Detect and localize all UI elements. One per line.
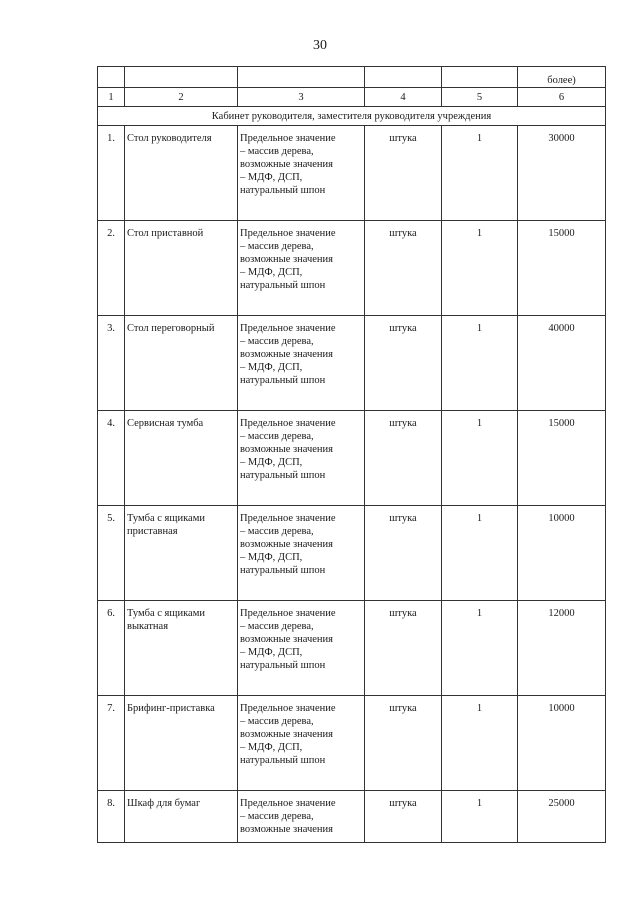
item-price: 15000 [518,221,606,316]
item-quantity: 1 [442,791,518,843]
table-row [98,696,606,791]
characteristic-line: возможные значения [240,634,333,645]
column-numbers-row [98,88,606,107]
characteristic-line: Предельное значение [240,418,336,429]
item-quantity: 1 [442,601,518,696]
characteristic-line: Предельное значение [240,703,336,714]
column-number: 2 [125,88,238,107]
item-quantity: 1 [442,506,518,601]
characteristic-line: – массив дерева, [240,431,314,442]
item-name: Шкаф для бумаг [125,791,238,843]
characteristic-line: натуральный шпон [240,280,326,291]
item-index: 2. [98,221,125,316]
characteristic-line: – МДФ, ДСП, [240,552,303,563]
item-price: 10000 [518,506,606,601]
characteristic-line: – массив дерева, [240,146,314,157]
table-row [98,316,606,411]
page-number: 30 [313,38,327,53]
item-name: Брифинг-приставка [125,696,238,791]
characteristic-line: – МДФ, ДСП, [240,457,303,468]
table-row [98,506,606,601]
item-index: 7. [98,696,125,791]
header-tail-cell: более) [518,67,606,88]
characteristic-line: натуральный шпон [240,185,326,196]
item-quantity: 1 [442,411,518,506]
characteristic-line: Предельное значение [240,608,336,619]
item-unit: штука [365,506,442,601]
characteristic-line: натуральный шпон [240,565,326,576]
characteristic-line: возможные значения [240,254,333,265]
table-row [98,221,606,316]
item-characteristic [238,316,365,411]
item-unit: штука [365,696,442,791]
item-characteristic [238,601,365,696]
characteristic-line: Предельное значение [240,798,336,809]
item-price: 12000 [518,601,606,696]
characteristic-line: – МДФ, ДСП, [240,172,303,183]
item-unit: штука [365,411,442,506]
item-price: 30000 [518,126,606,221]
item-name: Сервисная тумба [125,411,238,506]
item-index: 4. [98,411,125,506]
item-index: 3. [98,316,125,411]
item-index: 1. [98,126,125,221]
item-unit: штука [365,126,442,221]
column-number: 5 [442,88,518,107]
item-index: 6. [98,601,125,696]
table-row [98,126,606,221]
item-name: Стол руководителя [125,126,238,221]
characteristic-line: – массив дерева, [240,241,314,252]
item-unit: штука [365,316,442,411]
header-continuation-row [98,67,606,88]
item-characteristic [238,791,365,843]
item-price: 15000 [518,411,606,506]
characteristic-line: возможные значения [240,444,333,455]
characteristic-line: Предельное значение [240,133,336,144]
column-number: 4 [365,88,442,107]
characteristic-line: натуральный шпон [240,375,326,386]
item-price: 10000 [518,696,606,791]
characteristic-line: натуральный шпон [240,470,326,481]
item-unit: штука [365,221,442,316]
characteristic-line: возможные значения [240,824,333,835]
characteristic-line: Предельное значение [240,513,336,524]
characteristic-line: – массив дерева, [240,621,314,632]
item-quantity: 1 [442,221,518,316]
characteristic-line: возможные значения [240,729,333,740]
item-characteristic [238,126,365,221]
column-number: 6 [518,88,606,107]
item-quantity: 1 [442,696,518,791]
item-index: 8. [98,791,125,843]
item-unit: штука [365,791,442,843]
table-row [98,601,606,696]
characteristic-line: возможные значения [240,539,333,550]
characteristic-line: – МДФ, ДСП, [240,647,303,658]
item-name: Тумба с ящиками приставная [125,506,238,601]
item-name: Тумба с ящиками выкатная [125,601,238,696]
item-quantity: 1 [442,316,518,411]
item-name: Стол приставной [125,221,238,316]
section-row [98,107,606,126]
item-name: Стол переговорный [125,316,238,411]
characteristic-line: – массив дерева, [240,811,314,822]
characteristic-line: – массив дерева, [240,716,314,727]
item-characteristic [238,506,365,601]
item-index: 5. [98,506,125,601]
characteristic-line: – массив дерева, [240,336,314,347]
characteristic-line: – МДФ, ДСП, [240,742,303,753]
characteristic-line: – массив дерева, [240,526,314,537]
characteristic-line: – МДФ, ДСП, [240,267,303,278]
item-price: 25000 [518,791,606,843]
table-row [98,411,606,506]
table-row [98,791,606,843]
furniture-norms-table [97,66,606,843]
item-price: 40000 [518,316,606,411]
column-number: 3 [238,88,365,107]
item-characteristic [238,411,365,506]
characteristic-line: натуральный шпон [240,755,326,766]
characteristic-line: – МДФ, ДСП, [240,362,303,373]
column-number: 1 [98,88,125,107]
characteristic-line: Предельное значение [240,323,336,334]
characteristic-line: возможные значения [240,349,333,360]
item-quantity: 1 [442,126,518,221]
characteristic-line: возможные значения [240,159,333,170]
characteristic-line: натуральный шпон [240,660,326,671]
item-unit: штука [365,601,442,696]
item-characteristic [238,696,365,791]
characteristic-line: Предельное значение [240,228,336,239]
section-title: Кабинет руководителя, заместителя руководителя учреждения [98,107,606,126]
item-characteristic [238,221,365,316]
